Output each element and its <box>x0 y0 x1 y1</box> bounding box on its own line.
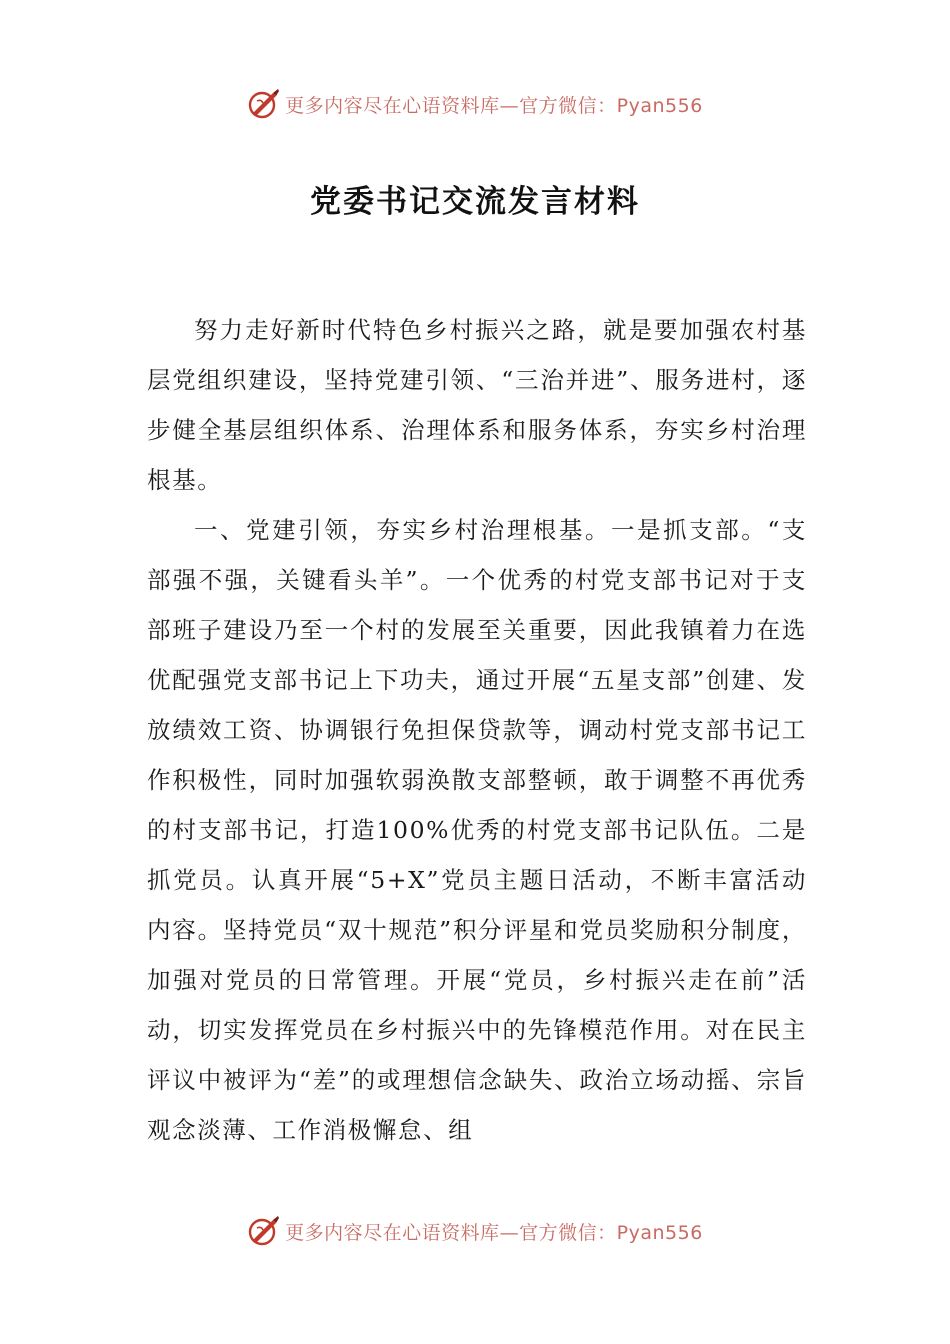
pen-logo-icon <box>247 1214 281 1248</box>
watermark-text: 更多内容尽在心语资料库—官方微信：Pyan556 <box>285 94 703 117</box>
document-title: 党委书记交流发言材料 <box>310 184 640 220</box>
header-watermark <box>0 84 950 124</box>
paragraph: 努力走好新时代特色乡村振兴之路，就是要加强农村基层党组织建设，坚持党建引领、“三治并进”、服务进村，逐步健全基层组织体系、治理体系和服务体系，夯实乡村治理根基。 <box>147 316 807 494</box>
paragraph: 一、党建引领，夯实乡村治理根基。一是抓支部。“支部强不强，关键看头羊”。一个优秀的村党支部书记对于支部班子建设乃至一个村的发展至关重要，因此我镇着力在选优配强党支部书记上下功夫，通过开展“五星支部”创建、发放绩效工资、协调银行免担保贷款等，调动村党支部书记工作积极性，同时加强软弱涣散支部整顿，敢于调整不再优秀的村支部书记，打造100%优秀的村党支部书记队伍。二是抓党员。认真开展“5+X”党员主题日活动，不断丰富活动内容。坚持党员“双十规范”积分评星和党员奖励积分制度，加强对党员的日常管理。开展“党员，乡村振兴走在前”活动，切实发挥党员在乡村振兴中的先锋模范作用。对在民主评议中被评为“差”的或理想信念缺失、政治立场动摇、宗旨观念淡薄、工作消极懈怠、组 <box>147 516 807 1144</box>
document-body <box>147 305 807 1155</box>
watermark-text: 更多内容尽在心语资料库—官方微信：Pyan556 <box>285 1221 703 1244</box>
pen-logo-icon <box>247 87 281 121</box>
footer-watermark <box>0 1211 950 1251</box>
